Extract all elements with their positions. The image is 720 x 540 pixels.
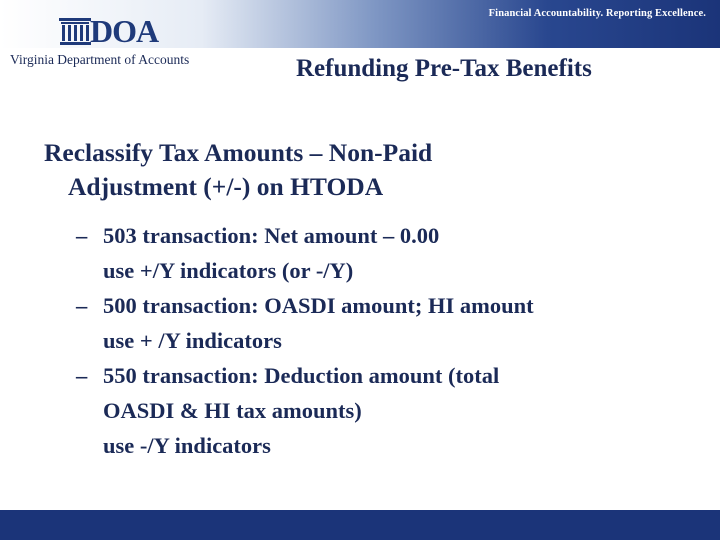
sub-bullet-line: 500 transaction: OASDI amount; HI amount <box>103 293 534 318</box>
sub-bullet-line: OASDI & HI tax amounts) <box>103 398 362 423</box>
tagline: Financial Accountability. Reporting Excellence. <box>488 8 706 19</box>
sub-bullet-line: 503 transaction: Net amount – 0.00 <box>103 223 440 248</box>
classical-columns-icon <box>58 16 92 46</box>
sub-bullet-line: use -/Y indicators <box>103 433 271 458</box>
sub-bullet-503 <box>76 218 676 288</box>
sub-bullet-550 <box>76 358 676 463</box>
doa-logo <box>10 13 205 74</box>
main-bullet-line-1: Reclassify Tax Amounts – Non-Paid <box>44 138 433 167</box>
dash-bullet: – <box>76 223 88 248</box>
slide-title: Refunding Pre-Tax Benefits <box>296 55 592 82</box>
sub-bullet-line: use + /Y indicators <box>103 328 282 353</box>
logo-mark <box>58 13 159 49</box>
logo-acronym: DOA <box>90 13 159 49</box>
sub-bullet-line: 550 transaction: Deduction amount (total <box>103 363 500 388</box>
sub-bullet-500 <box>76 288 676 358</box>
dash-bullet: – <box>76 363 88 388</box>
sub-bullet-line: use +/Y indicators (or -/Y) <box>103 258 354 283</box>
organization-name: Virginia Department of Accounts <box>10 52 190 67</box>
main-bullet-line-2: Adjustment (+/-) on HTODA <box>68 172 384 201</box>
sub-bullet-list <box>76 218 676 463</box>
dash-bullet: – <box>76 293 88 318</box>
footer-band <box>0 510 720 540</box>
main-bullet <box>44 136 644 204</box>
